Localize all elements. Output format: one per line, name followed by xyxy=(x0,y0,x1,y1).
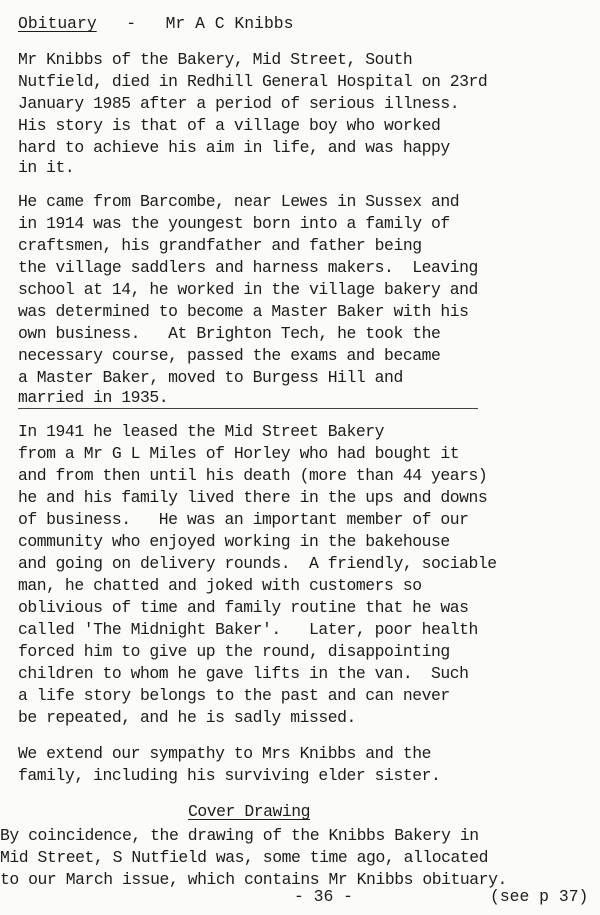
text-line: school at 14, he worked in the village bakery and xyxy=(18,280,478,299)
text-line: forced him to give up the round, disappointing xyxy=(18,642,450,661)
text-line: he and his family lived there in the ups and downs xyxy=(18,488,488,507)
page-number: - 36 - xyxy=(294,887,354,906)
section-divider xyxy=(18,408,478,409)
text-line: We extend our sympathy to Mrs Knibbs and the xyxy=(18,744,431,763)
text-line: and going on delivery rounds. A friendly, sociable xyxy=(18,554,497,573)
heading-title: Obituary xyxy=(18,14,97,33)
text-line: Mid Street, S Nutfield was, some time ago, allocated xyxy=(0,848,489,867)
text-line: from a Mr G L Miles of Horley who had bought it xyxy=(18,444,460,463)
obituary-heading xyxy=(18,14,293,34)
text-line: family, including his surviving elder sister. xyxy=(18,766,441,785)
text-line: man, he chatted and joked with customers so xyxy=(18,576,422,595)
text-line: in 1914 was the youngest born into a family of xyxy=(18,214,450,233)
text-line: a life story belongs to the past and can never xyxy=(18,686,450,705)
text-line: and from then until his death (more than 44 years) xyxy=(18,466,488,485)
text-line: to our March issue, which contains Mr Knibbs obituary. xyxy=(0,870,507,889)
text-line: craftsmen, his grandfather and father being xyxy=(18,236,422,255)
text-line: His story is that of a village boy who worked xyxy=(18,116,441,135)
text-line: a Master Baker, moved to Burgess Hill and xyxy=(18,368,403,387)
text-line: necessary course, passed the exams and became xyxy=(18,346,441,365)
text-line: He came from Barcombe, near Lewes in Sussex and xyxy=(18,192,460,211)
text-line: Nutfield, died in Redhill General Hospital on 23rd xyxy=(18,72,488,91)
text-line: hard to achieve his aim in life, and was happy xyxy=(18,138,450,157)
text-line: own business. At Brighton Tech, he took the xyxy=(18,324,441,343)
cover-drawing-heading: Cover Drawing xyxy=(188,802,311,821)
text-line: called 'The Midnight Baker'. Later, poor health xyxy=(18,620,478,639)
text-line: Mr Knibbs of the Bakery, Mid Street, South xyxy=(18,50,413,69)
text-line: community who enjoyed working in the bakehouse xyxy=(18,532,450,551)
text-line: In 1941 he leased the Mid Street Bakery xyxy=(18,422,385,441)
text-line: of business. He was an important member of our xyxy=(18,510,469,529)
heading-separator: - xyxy=(126,14,137,33)
heading-subject: Mr A C Knibbs xyxy=(165,14,294,33)
continued-reference: (see p 37) xyxy=(490,887,589,906)
text-line: married in 1935. xyxy=(18,388,169,407)
text-line: in it. xyxy=(18,158,75,177)
text-line: oblivious of time and family routine that he was xyxy=(18,598,469,617)
text-line: was determined to become a Master Baker with his xyxy=(18,302,469,321)
text-line: children to whom he gave lifts in the van. Such xyxy=(18,664,469,683)
text-line: January 1985 after a period of serious illness. xyxy=(18,94,460,113)
text-line: be repeated, and he is sadly missed. xyxy=(18,708,356,727)
text-line: the village saddlers and harness makers. Leaving xyxy=(18,258,478,277)
text-line: By coincidence, the drawing of the Knibbs Bakery in xyxy=(0,826,479,845)
